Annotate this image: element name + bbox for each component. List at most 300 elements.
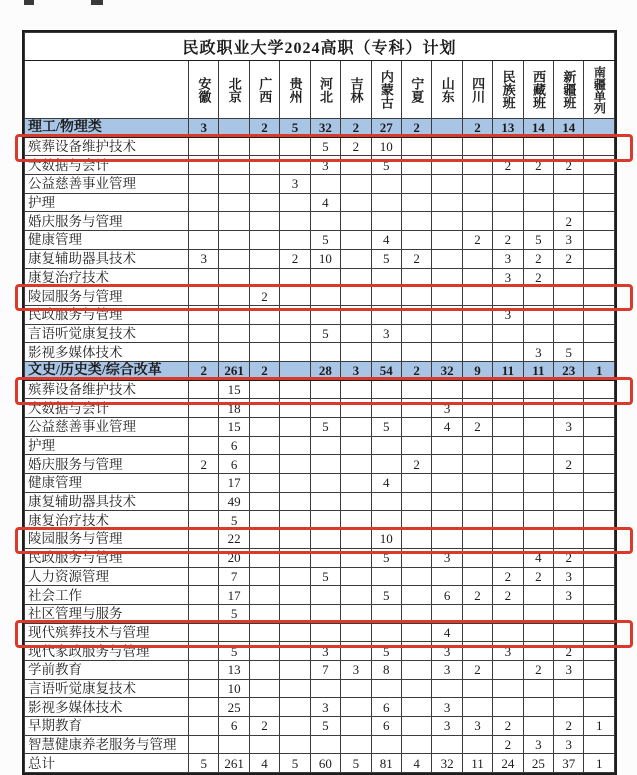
- value-cell: [249, 175, 279, 194]
- value-cell: [584, 735, 615, 754]
- value-cell: 10: [310, 249, 340, 268]
- column-header-row: [25, 61, 615, 119]
- value-cell: [462, 399, 492, 418]
- table-row: [25, 698, 615, 717]
- value-cell: [584, 231, 615, 250]
- value-cell: [554, 287, 584, 306]
- table-row: [25, 343, 615, 362]
- value-cell: [432, 156, 462, 175]
- value-cell: 2: [493, 156, 523, 175]
- value-cell: [462, 492, 492, 511]
- value-cell: [219, 212, 249, 231]
- value-cell: [523, 137, 553, 156]
- value-cell: [462, 679, 492, 698]
- value-cell: 2: [554, 249, 584, 268]
- column-header: 民族班: [493, 61, 523, 119]
- value-cell: [462, 642, 492, 661]
- table-row: [25, 399, 615, 418]
- value-cell: [341, 530, 371, 549]
- value-cell: 3: [493, 305, 523, 324]
- value-cell: [310, 735, 340, 754]
- value-cell: [249, 548, 279, 567]
- table-row: [25, 436, 615, 455]
- value-cell: 3: [432, 717, 462, 736]
- value-cell: [432, 492, 462, 511]
- value-cell: [280, 567, 310, 586]
- value-cell: 2: [462, 231, 492, 250]
- value-cell: [523, 679, 553, 698]
- row-label: 婚庆服务与管理: [25, 455, 189, 474]
- row-label: 民政服务与管理: [25, 548, 189, 567]
- value-cell: [523, 604, 553, 623]
- value-cell: [462, 343, 492, 362]
- value-cell: 2: [523, 249, 553, 268]
- value-cell: [554, 530, 584, 549]
- value-cell: [371, 175, 401, 194]
- value-cell: [401, 492, 431, 511]
- value-cell: [280, 436, 310, 455]
- value-cell: 11: [462, 754, 492, 773]
- value-cell: [280, 679, 310, 698]
- value-cell: 1: [584, 754, 615, 773]
- value-cell: 3: [554, 586, 584, 605]
- value-cell: [219, 305, 249, 324]
- value-cell: [341, 455, 371, 474]
- value-cell: [584, 679, 615, 698]
- value-cell: 5: [310, 231, 340, 250]
- value-cell: 20: [219, 548, 249, 567]
- value-cell: [554, 698, 584, 717]
- row-label: 康复辅助器具技术: [25, 492, 189, 511]
- table-row: [25, 511, 615, 530]
- value-cell: 17: [219, 474, 249, 493]
- value-cell: [341, 698, 371, 717]
- value-cell: [432, 305, 462, 324]
- value-cell: [523, 530, 553, 549]
- value-cell: [432, 119, 462, 138]
- value-cell: [249, 567, 279, 586]
- value-cell: 4: [432, 623, 462, 642]
- value-cell: 2: [462, 660, 492, 679]
- value-cell: [371, 212, 401, 231]
- value-cell: 14: [554, 119, 584, 138]
- value-cell: [189, 268, 219, 287]
- value-cell: 5: [371, 418, 401, 437]
- value-cell: [554, 604, 584, 623]
- value-cell: 3: [493, 249, 523, 268]
- value-cell: [280, 735, 310, 754]
- value-cell: [189, 717, 219, 736]
- value-cell: [341, 212, 371, 231]
- value-cell: [432, 530, 462, 549]
- value-cell: 14: [523, 119, 553, 138]
- value-cell: [401, 324, 431, 343]
- value-cell: 261: [219, 754, 249, 773]
- value-cell: [371, 305, 401, 324]
- value-cell: [523, 212, 553, 231]
- value-cell: [189, 623, 219, 642]
- value-cell: [554, 305, 584, 324]
- plan-table-container: [22, 30, 617, 775]
- row-label: 殡葬设备维护技术: [25, 380, 189, 399]
- value-cell: [249, 343, 279, 362]
- row-label: 社会工作: [25, 586, 189, 605]
- value-cell: [462, 324, 492, 343]
- value-cell: [493, 492, 523, 511]
- row-label: 陵园服务与管理: [25, 530, 189, 549]
- row-label: 影视多媒体技术: [25, 698, 189, 717]
- value-cell: [249, 698, 279, 717]
- value-cell: [462, 567, 492, 586]
- row-label: 总计: [25, 754, 189, 773]
- table-row: [25, 604, 615, 623]
- value-cell: [219, 175, 249, 194]
- value-cell: [219, 287, 249, 306]
- value-cell: 2: [249, 287, 279, 306]
- value-cell: [341, 623, 371, 642]
- value-cell: [432, 511, 462, 530]
- value-cell: [310, 679, 340, 698]
- row-label: 护理: [25, 436, 189, 455]
- value-cell: 10: [219, 679, 249, 698]
- value-cell: 5: [280, 119, 310, 138]
- value-cell: [341, 548, 371, 567]
- value-cell: 6: [371, 717, 401, 736]
- value-cell: [249, 436, 279, 455]
- value-cell: 9: [462, 361, 492, 380]
- value-cell: [523, 642, 553, 661]
- value-cell: [189, 586, 219, 605]
- value-cell: [401, 530, 431, 549]
- value-cell: 32: [432, 361, 462, 380]
- value-cell: [371, 679, 401, 698]
- value-cell: [280, 193, 310, 212]
- value-cell: [219, 249, 249, 268]
- column-header: 宁夏: [401, 61, 431, 119]
- value-cell: [371, 511, 401, 530]
- table-row: [25, 324, 615, 343]
- value-cell: [280, 137, 310, 156]
- value-cell: [462, 305, 492, 324]
- value-cell: 4: [310, 193, 340, 212]
- value-cell: [280, 586, 310, 605]
- value-cell: 2: [493, 735, 523, 754]
- value-cell: [584, 492, 615, 511]
- value-cell: [523, 175, 553, 194]
- value-cell: [493, 212, 523, 231]
- value-cell: [523, 717, 553, 736]
- value-cell: [493, 175, 523, 194]
- value-cell: [584, 530, 615, 549]
- value-cell: 5: [523, 231, 553, 250]
- value-cell: [584, 623, 615, 642]
- row-label: 现代殡葬技术与管理: [25, 623, 189, 642]
- value-cell: 24: [493, 754, 523, 773]
- value-cell: [584, 324, 615, 343]
- value-cell: 2: [189, 455, 219, 474]
- value-cell: [584, 642, 615, 661]
- value-cell: [401, 511, 431, 530]
- value-cell: 13: [493, 119, 523, 138]
- value-cell: 7: [219, 567, 249, 586]
- value-cell: [371, 380, 401, 399]
- value-cell: [310, 305, 340, 324]
- value-cell: 2: [249, 361, 279, 380]
- value-cell: [280, 604, 310, 623]
- table-row: [25, 212, 615, 231]
- value-cell: [189, 511, 219, 530]
- value-cell: [249, 380, 279, 399]
- value-cell: 2: [249, 119, 279, 138]
- value-cell: 2: [523, 567, 553, 586]
- value-cell: [584, 474, 615, 493]
- value-cell: 2: [493, 586, 523, 605]
- value-cell: [584, 119, 615, 138]
- value-cell: [280, 268, 310, 287]
- value-cell: [280, 511, 310, 530]
- value-cell: 4: [371, 231, 401, 250]
- column-header: 内蒙古: [371, 61, 401, 119]
- value-cell: [341, 399, 371, 418]
- value-cell: 261: [219, 361, 249, 380]
- value-cell: [584, 548, 615, 567]
- row-label: 社区管理与服务: [25, 604, 189, 623]
- value-cell: 25: [219, 698, 249, 717]
- row-label: 文史/历史类/综合改革: [25, 361, 189, 380]
- value-cell: 2: [523, 660, 553, 679]
- value-cell: [462, 530, 492, 549]
- row-label: 学前教育: [25, 660, 189, 679]
- value-cell: [310, 586, 340, 605]
- value-cell: [280, 418, 310, 437]
- value-cell: [401, 343, 431, 362]
- value-cell: [584, 604, 615, 623]
- value-cell: 3: [371, 324, 401, 343]
- value-cell: 1: [584, 717, 615, 736]
- value-cell: 2: [401, 119, 431, 138]
- row-label: 大数据与会计: [25, 156, 189, 175]
- row-label: 公益慈善事业管理: [25, 418, 189, 437]
- value-cell: [189, 418, 219, 437]
- value-cell: [462, 735, 492, 754]
- value-cell: [432, 175, 462, 194]
- value-cell: [371, 604, 401, 623]
- value-cell: 3: [493, 642, 523, 661]
- value-cell: 2: [554, 642, 584, 661]
- value-cell: 10: [371, 137, 401, 156]
- value-cell: [249, 249, 279, 268]
- value-cell: 5: [219, 642, 249, 661]
- value-cell: [584, 156, 615, 175]
- value-cell: 3: [341, 361, 371, 380]
- value-cell: [584, 305, 615, 324]
- table-row: [25, 754, 615, 773]
- value-cell: 5: [371, 249, 401, 268]
- value-cell: [310, 399, 340, 418]
- value-cell: [401, 660, 431, 679]
- value-cell: [432, 193, 462, 212]
- value-cell: [401, 175, 431, 194]
- value-cell: [189, 604, 219, 623]
- value-cell: [310, 343, 340, 362]
- value-cell: [189, 548, 219, 567]
- value-cell: 3: [554, 567, 584, 586]
- value-cell: [189, 436, 219, 455]
- value-cell: [310, 474, 340, 493]
- value-cell: [189, 380, 219, 399]
- row-label: 言语听觉康复技术: [25, 679, 189, 698]
- value-cell: [523, 287, 553, 306]
- value-cell: [371, 567, 401, 586]
- value-cell: [401, 436, 431, 455]
- value-cell: [523, 623, 553, 642]
- value-cell: [432, 231, 462, 250]
- row-label: 人力资源管理: [25, 567, 189, 586]
- value-cell: [554, 474, 584, 493]
- value-cell: 3: [432, 399, 462, 418]
- value-cell: [341, 193, 371, 212]
- value-cell: [341, 567, 371, 586]
- value-cell: [341, 268, 371, 287]
- value-cell: [249, 305, 279, 324]
- value-cell: [584, 287, 615, 306]
- value-cell: [523, 399, 553, 418]
- value-cell: 3: [523, 735, 553, 754]
- value-cell: [280, 660, 310, 679]
- value-cell: [280, 305, 310, 324]
- value-cell: [432, 268, 462, 287]
- value-cell: [280, 548, 310, 567]
- value-cell: [310, 492, 340, 511]
- value-cell: 2: [462, 418, 492, 437]
- value-cell: [249, 604, 279, 623]
- value-cell: [249, 399, 279, 418]
- value-cell: [493, 604, 523, 623]
- value-cell: [584, 212, 615, 231]
- value-cell: [189, 175, 219, 194]
- value-cell: [462, 380, 492, 399]
- table-row: [25, 305, 615, 324]
- value-cell: [432, 249, 462, 268]
- value-cell: [584, 586, 615, 605]
- value-cell: [401, 418, 431, 437]
- row-label: 健康管理: [25, 474, 189, 493]
- value-cell: [462, 698, 492, 717]
- value-cell: [371, 399, 401, 418]
- value-cell: [401, 548, 431, 567]
- value-cell: [432, 679, 462, 698]
- value-cell: [401, 399, 431, 418]
- value-cell: 3: [432, 660, 462, 679]
- value-cell: 2: [493, 231, 523, 250]
- value-cell: 6: [371, 698, 401, 717]
- value-cell: [280, 287, 310, 306]
- table-row: [25, 679, 615, 698]
- row-label: 言语听觉康复技术: [25, 324, 189, 343]
- row-label: 大数据与会计: [25, 399, 189, 418]
- value-cell: [554, 511, 584, 530]
- value-cell: [310, 175, 340, 194]
- column-header: 山东: [432, 61, 462, 119]
- value-cell: [462, 268, 492, 287]
- value-cell: [341, 156, 371, 175]
- value-cell: [584, 175, 615, 194]
- value-cell: 3: [280, 175, 310, 194]
- value-cell: [493, 511, 523, 530]
- column-header: 西藏班: [523, 61, 553, 119]
- value-cell: [249, 530, 279, 549]
- value-cell: 2: [401, 455, 431, 474]
- value-cell: [584, 268, 615, 287]
- value-cell: 8: [371, 660, 401, 679]
- value-cell: [249, 474, 279, 493]
- value-cell: [189, 231, 219, 250]
- value-cell: [401, 586, 431, 605]
- value-cell: 5: [310, 137, 340, 156]
- value-cell: [401, 642, 431, 661]
- value-cell: [310, 212, 340, 231]
- value-cell: [554, 399, 584, 418]
- section-header-row: [25, 361, 615, 380]
- column-header: 安徽: [189, 61, 219, 119]
- row-label: 康复治疗技术: [25, 268, 189, 287]
- value-cell: [523, 436, 553, 455]
- value-cell: 3: [554, 231, 584, 250]
- value-cell: [401, 717, 431, 736]
- value-cell: 5: [219, 604, 249, 623]
- value-cell: [462, 604, 492, 623]
- value-cell: [554, 324, 584, 343]
- value-cell: [189, 287, 219, 306]
- column-header: 广西: [249, 61, 279, 119]
- value-cell: [401, 679, 431, 698]
- value-cell: [554, 268, 584, 287]
- value-cell: [462, 623, 492, 642]
- value-cell: [189, 642, 219, 661]
- row-label: 民政服务与管理: [25, 305, 189, 324]
- value-cell: 2: [493, 717, 523, 736]
- value-cell: 3: [523, 343, 553, 362]
- value-cell: 5: [371, 156, 401, 175]
- value-cell: [584, 455, 615, 474]
- value-cell: [493, 287, 523, 306]
- value-cell: [280, 698, 310, 717]
- value-cell: [310, 511, 340, 530]
- value-cell: [219, 119, 249, 138]
- value-cell: [432, 436, 462, 455]
- value-cell: [341, 249, 371, 268]
- value-cell: [341, 418, 371, 437]
- value-cell: 2: [523, 156, 553, 175]
- value-cell: [554, 137, 584, 156]
- value-cell: [401, 567, 431, 586]
- value-cell: [432, 343, 462, 362]
- value-cell: [523, 305, 553, 324]
- value-cell: [249, 268, 279, 287]
- value-cell: [341, 511, 371, 530]
- value-cell: [219, 324, 249, 343]
- value-cell: [493, 418, 523, 437]
- row-label: 护理: [25, 193, 189, 212]
- value-cell: [493, 474, 523, 493]
- value-cell: [554, 193, 584, 212]
- cropped-text-artifact: [24, 0, 34, 5]
- value-cell: [493, 623, 523, 642]
- value-cell: 2: [401, 361, 431, 380]
- value-cell: [249, 679, 279, 698]
- row-label: 理工/物理类: [25, 119, 189, 138]
- value-cell: 25: [523, 754, 553, 773]
